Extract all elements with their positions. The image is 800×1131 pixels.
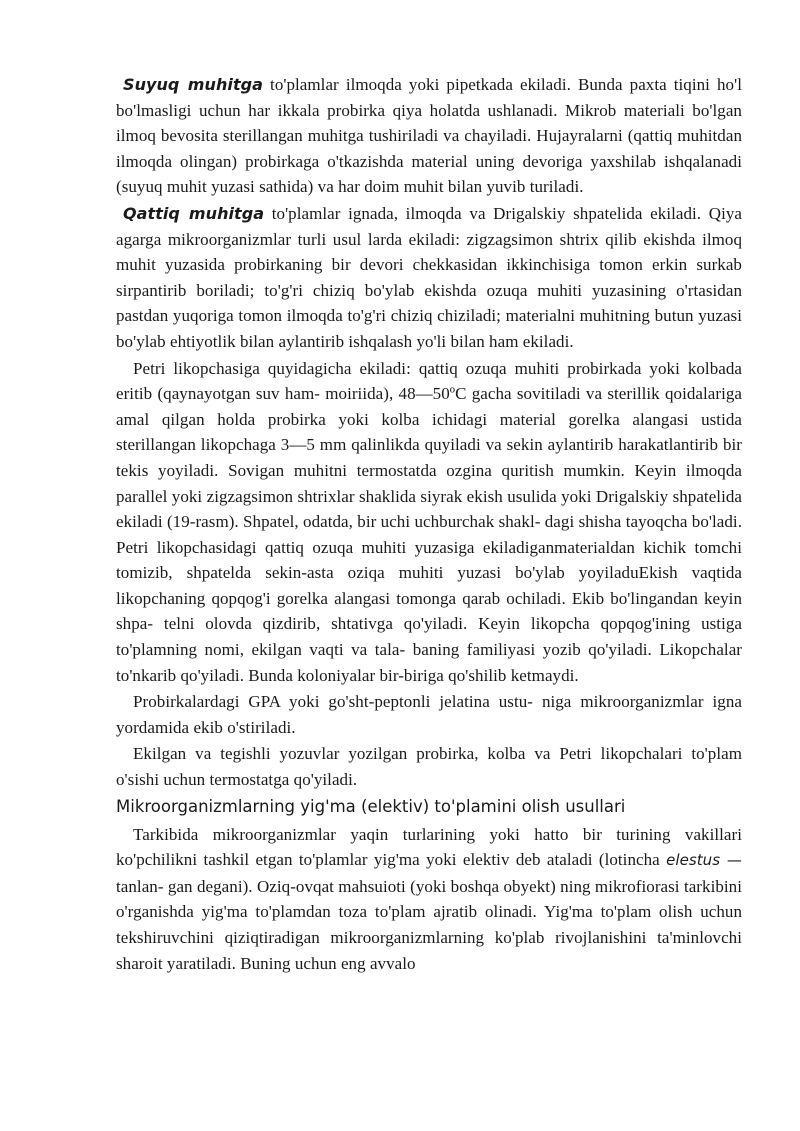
paragraph-text: tanlan- gan degani). Oziq-ovqat mahsuioti (yoki boshqa obyekt) ning mikrofiorasi tarkibini o'rganishda yig'ma to'plamdan toza to'plam ajratib olinadi. Yig'ma to'plam olish uchun tekshiruvchini qiziqtiradigan mikroorganizmlarning ko'plab rivojlanishini ta'minlovchi sharoit yaratiladi. Buning uchun eng avvalo xyxy=(116,876,742,973)
paragraph-petri-dish: Petri likopchasiga quyidagicha ekiladi: qattiq ozuqa muhiti probirkada yoki kolbada eritib (qaynayotgan suv ham- moiriida), 48—50ºC gacha sovitiladi va sterillik qoidalariga amal qilgan holda probirka yoki kolba ichidagi material gorelka alangasi ustida sterillangan likopchaga 3—5 mm qalinlikda quyiladi va sekin aylantirib harakatlantirib bir tekis yoyiladi. Sovigan muhitni termostatda ozgina quritish mumkin. Keyin ilmoqda parallel yoki zigzagsimon shtrixlar shaklida siyrak ekish usulida yoki Drigalskiy shpatelida ekiladi (19-rasm). Shpatel, odatda, bir uchi uchburchak shakl- dagi shisha tayoqcha bo'ladi. Petri likopchasidagi qattiq ozuqa muhiti yuzasiga ekiladiganmaterialdan kichik tomchi tomizib, shpatelda sekin-asta oziqa muhiti yuzasi bo'ylab yoyiladuEkish vaqtida likopchaning qopqog'i gorelka alangasi tomonga qarab ochiladi. Ekib bo'lingandan keyin shpa- telni olovda qizdirib, shtativga qo'yiladi. Keyin likopcha qopqog'ining ustiga to'plamning nomi, ekilgan vaqti va tala- baning familiyasi yozib qo'yiladi. Likopchalar to'nkarib qo'yiladi. Bunda koloniyalar bir-biriga qo'shilib ketmaydi. xyxy=(116,358,742,685)
paragraph-text: to'plamlar ignada, ilmoqda va Drigalskiy shpatelida ekiladi. Qiya agarga mikroorganizmlar turli usul larda ekiladi: zigzagsimon shtrix qilib ekishda ilmoq muhit yuzasida probirkaning bir devori chekkasidan ikkinchisiga tomon erkin surkab sirpantirib boriladi; to'g'ri chiziq bo'ylab ekishda ozuqa muhiti yuzasining o'rtasidan pastdan yuqoriga tomon ilmoqda to'g'ri chiziq chiziladi; materialni muhitning butun yuzasi bo'ylab ehtiyotlik bilan aylantirib ishqalash yo'li bilan ham ekiladi. xyxy=(116,203,742,351)
paragraph-solid-medium xyxy=(116,201,742,355)
paragraph-thermostat: Ekilgan va tegishli yozuvlar yozilgan probirka, kolba va Petri likopchalari to'plam o'sishi uchun termostatga qo'yiladi. xyxy=(116,744,742,790)
paragraph-text: Tarkibida mikroorganizmlar yaqin turlarining yoki hatto bir turining vakillari ko'pchilikni tashkil etgan to'plamlar yig'ma yoki elektiv deb ataladi (lotincha xyxy=(116,824,742,870)
term-liquid-medium: Suyuq muhitga xyxy=(123,75,263,94)
paragraph-text: to'plamlar ilmoqda yoki pipetkada ekiladi. Bunda paxta tiqini ho'l bo'lmasligi uchun har ikkala probirka qiya holatda ushlanadi. Mikrob materiali bo'lgan ilmoq bevosita sterillangan muhitga tushiriladi va chayiladi. Hujayralarni (qattiq muhitdan ilmoqda olingan) probirkaga o'tkazishda material uning devoriga yaxshilab ishqalanadi (suyuq muhit yuzasi sathida) va har doim muhit bilan yuvib turiladi. xyxy=(116,75,742,197)
paragraph-liquid-medium xyxy=(116,72,742,200)
term-solid-medium: Qattiq muhitga xyxy=(123,203,265,223)
term-elestus: elestus — xyxy=(666,851,742,870)
paragraph-elective-culture xyxy=(116,822,742,977)
paragraph-test-tubes: Probirkalardagi GPA yoki go'sht-peptonli jelatina ustu- niga mikroorganizmlar igna yordamida ekib o'stiriladi. xyxy=(116,692,742,737)
section-heading: Mikroorganizmlarning yig'ma (elektiv) to'plamini olish usullari xyxy=(116,796,626,816)
